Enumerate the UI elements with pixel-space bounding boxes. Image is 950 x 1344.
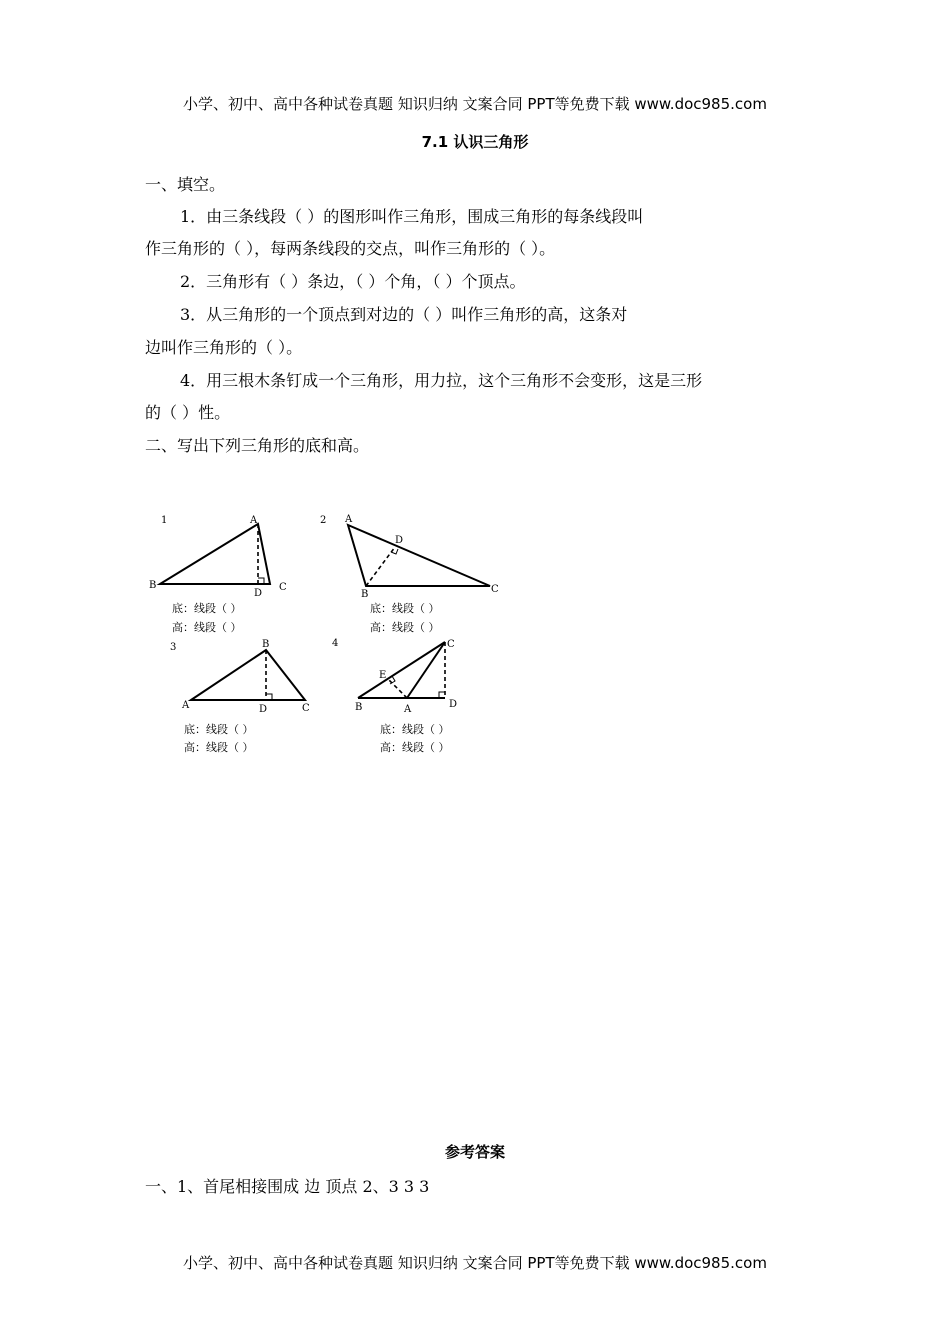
height-answer-label: 高：线段（ ） — [370, 621, 440, 634]
question-line: 1．由三条线段（ ）的图形叫作三角形，围成三角形的每条线段叫 — [180, 207, 644, 226]
base-answer-label: 底：线段（ ） — [370, 602, 440, 615]
section2-heading: 二、写出下列三角形的底和高。 — [145, 436, 370, 455]
question-line: 3．从三角形的一个顶点到对边的（ ）叫作三角形的高，这条对 — [180, 305, 628, 324]
figure-3 — [170, 639, 310, 715]
base-answer-label: 底：线段（ ） — [184, 723, 254, 736]
vertex-label-c: C — [491, 584, 499, 595]
height-answer-label: 高：线段（ ） — [184, 741, 254, 754]
vertex-label-d: D — [395, 535, 404, 546]
figure-1 — [149, 515, 287, 599]
vertex-label-d: D — [259, 704, 268, 715]
question-line: 的（ ）性。 — [145, 403, 231, 422]
base-answer-label: 底：线段（ ） — [172, 602, 242, 615]
question-line: 作三角形的（ ），每两条线段的交点，叫作三角形的（ ）。 — [145, 239, 556, 258]
vertex-label-b: B — [149, 580, 157, 591]
question-line: 4．用三根木条钉成一个三角形，用力拉，这个三角形不会变形，这是三形 — [180, 371, 703, 390]
base-answer-label: 底：线段（ ） — [380, 723, 450, 736]
page-header: 小学、初中、高中各种试卷真题 知识归纳 文案合同 PPT等免费下载 www.doc985.com — [183, 95, 767, 113]
figure-number: 2 — [320, 515, 327, 526]
vertex-label-b: B — [262, 639, 270, 650]
vertex-label-b: B — [355, 702, 363, 713]
vertex-label-c: C — [302, 703, 310, 714]
vertex-label-d: D — [254, 588, 263, 599]
question-line: 2．三角形有（ ）条边，（ ）个角，（ ）个顶点。 — [180, 272, 526, 291]
figure-number: 4 — [332, 638, 339, 649]
page-title: 7.1 认识三角形 — [421, 133, 529, 151]
vertex-label-d: D — [449, 699, 458, 710]
answers-heading: 参考答案 — [444, 1143, 505, 1161]
page-footer: 小学、初中、高中各种试卷真题 知识归纳 文案合同 PPT等免费下载 www.doc985.com — [183, 1254, 767, 1272]
vertex-label-b: B — [361, 589, 369, 600]
vertex-label-a: A — [404, 704, 412, 715]
vertex-label-a: A — [345, 514, 353, 525]
answer-line: 一、1、首尾相接围成 边 顶点 2、3 3 3 — [145, 1177, 430, 1196]
figure-number: 3 — [170, 642, 177, 653]
section1-heading: 一、填空。 — [145, 175, 226, 194]
question-line: 边叫作三角形的（ ）。 — [145, 338, 303, 357]
vertex-label-a: A — [250, 515, 258, 526]
height-answer-label: 高：线段（ ） — [172, 621, 242, 634]
figure-number: 1 — [161, 515, 168, 526]
vertex-label-c: C — [279, 582, 287, 593]
vertex-label-c: C — [447, 639, 455, 650]
vertex-label-e: E — [379, 670, 387, 681]
vertex-label-a: A — [182, 700, 190, 711]
figure-4 — [332, 638, 457, 715]
figure-2 — [320, 514, 499, 600]
height-answer-label: 高：线段（ ） — [380, 741, 450, 754]
